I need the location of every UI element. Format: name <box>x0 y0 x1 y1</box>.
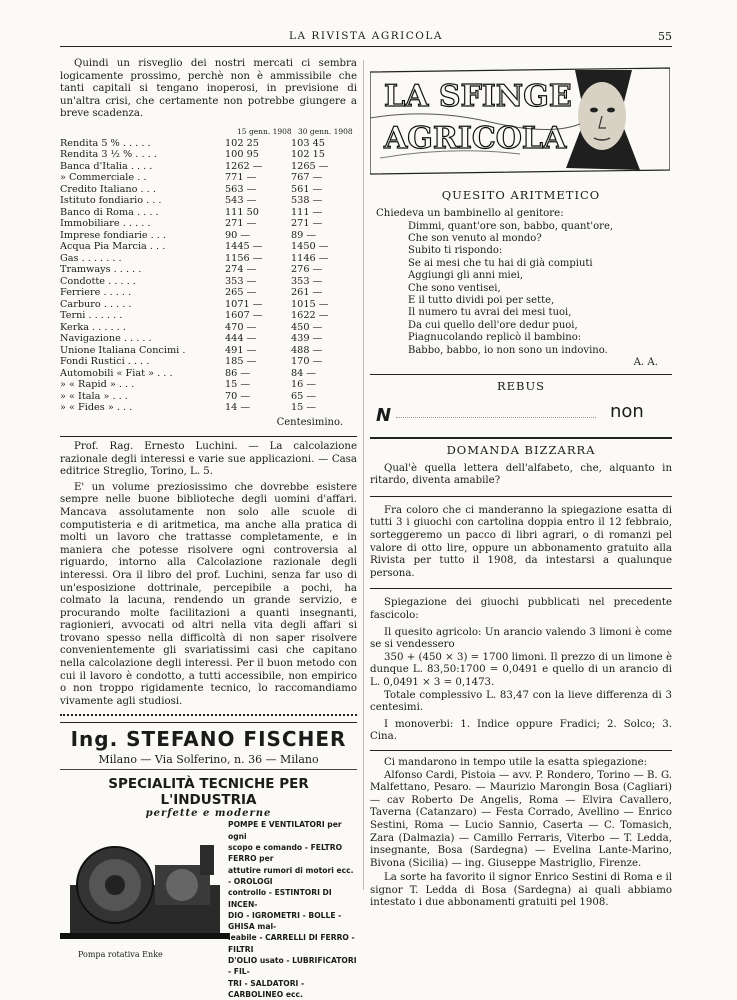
quote-30-jan: 103 45 <box>291 137 325 149</box>
quote-name: Unione Italiana Concimi . <box>60 344 186 356</box>
quote-30-jan: 102 15 <box>291 149 325 161</box>
quote-30-jan: 1622 — <box>291 310 329 322</box>
quote-30-jan: 1146 — <box>291 252 329 264</box>
review-citation: Prof. Rag. Ernesto Luchini. — La calcolazione razionale degli interessi e varie sue applicazioni. — Casa editrice Streglio, Torino, L. 5. <box>60 440 357 478</box>
ad-caption: Pompa rotativa Enke <box>78 950 163 960</box>
rebus-letter: N <box>376 404 392 426</box>
page-number: 55 <box>658 30 672 43</box>
quote-row <box>60 356 357 368</box>
quote-30-jan: 16 — <box>291 379 317 391</box>
domanda-title: DOMANDA BIZZARRA <box>446 442 596 457</box>
ad-company-name: Ing. STEFANO FISCHER <box>70 727 347 752</box>
poem-line: Aggiungi gli anni miei, <box>408 270 524 282</box>
quote-name: Condotte . . . . . <box>60 275 136 287</box>
quote-15-jan: 100 95 <box>225 149 259 161</box>
quesito-title: QUESITO ARITMETICO <box>441 188 601 202</box>
quote-15-jan: 185 — <box>225 356 257 368</box>
quote-15-jan: 1607 — <box>225 310 263 322</box>
quotes-table-rows <box>60 138 357 414</box>
quote-row <box>60 368 357 380</box>
quote-row <box>60 149 357 161</box>
rule-5 <box>370 750 672 751</box>
right-column <box>370 58 672 910</box>
quote-30-jan: 65 — <box>291 390 317 402</box>
quote-15-jan: 1445 — <box>225 241 263 253</box>
rule-4 <box>370 588 672 589</box>
quote-name: Kerka . . . . . . <box>60 321 126 333</box>
rotary-pump-icon <box>60 825 230 945</box>
quote-15-jan: 444 — <box>225 333 257 345</box>
quote-15-jan: 353 — <box>225 275 257 287</box>
quote-15-jan: 274 — <box>225 264 257 276</box>
ad-specialty: SPECIALITÀ TECNICHE PER L'INDUSTRIA <box>108 776 309 809</box>
ad-product-line: TRI - SALDATORI - CARBOLINEO ecc. <box>228 978 305 999</box>
quote-name: Ferriere . . . . . <box>60 287 132 299</box>
quesito-intro: Chiedeva un bambinello al genitore: <box>376 208 564 219</box>
quote-name: Navigazione . . . . . <box>60 333 152 345</box>
column-divider <box>363 60 364 890</box>
quote-30-jan: 261 — <box>291 287 323 299</box>
quote-30-jan: 561 — <box>291 183 323 195</box>
quote-15-jan: 543 — <box>225 195 257 207</box>
section-rule <box>60 436 357 437</box>
fischer-advert <box>60 727 357 999</box>
ad-subtitle: perfette e moderne <box>145 808 272 820</box>
quote-row <box>60 195 357 207</box>
rule-2 <box>370 437 672 439</box>
quote-15-jan: 70 — <box>225 390 251 402</box>
poem-line: Che son venuto al mondo? <box>408 233 542 244</box>
ad-product-line: scopo e comando - FELTRO FERRO per <box>228 843 343 864</box>
quote-row <box>60 402 357 414</box>
quote-row <box>60 230 357 242</box>
rule-1 <box>370 374 672 375</box>
quote-name: Istituto fondiario . . . <box>60 195 162 207</box>
quote-30-jan: 15 — <box>291 402 317 414</box>
quote-row <box>60 161 357 173</box>
review-body: E' un volume preziosissimo che dovrebbe esistere sempre nelle buone biblioteche degli uomini d'affari. Mancava assolutamente non solo alle scuole di computisteria e di aritmetica, ma anche alla pratica di molti un lavoro che trattasse completamente, e in maniera che potesse risolvere ogni controversia al riguardo, intorno alla Calcolazione razionale degli interessi. Ora il libro del prof. Luchini, senza far uso di un'esposizione dottrinale, percepibile a pochi, ha colmato la lacuna, rendendo un grande servizio, e procurando molte facilitazioni a quanti insegnanti, ragionieri, avvocati od altri nella vita degli affari si trovano spesso nella difficoltà di non saper risolvere convenientemente gli svariatissimi casi che capitano nella calcolazione degli interessi. Per il buon metodo con cui il lavoro è condotto, a tutti accessibile, non empirico o non troppo rigidamente tecnico, lo raccomandiamo vivamente agli studiosi. <box>60 481 357 707</box>
ad-product-line: controllo - ESTINTORI DI INCEN- <box>228 888 332 909</box>
poem-line: Dimmi, quant'ore son, babbo, quant'ore, <box>408 220 614 232</box>
quote-30-jan: 276 — <box>291 264 323 276</box>
sphinx-head-icon <box>370 58 670 176</box>
quote-row <box>60 379 357 391</box>
quote-name: Rendita 3 ½ % . . . . <box>60 149 157 161</box>
quote-30-jan: 1015 — <box>291 298 329 310</box>
poem-line: Subito ti rispondo: <box>408 245 503 257</box>
quote-name: Acqua Pia Marcia . . . <box>60 241 166 253</box>
quote-30-jan: 84 — <box>291 367 317 379</box>
quote-15-jan: 1071 — <box>225 298 263 310</box>
quote-row <box>60 241 357 253</box>
domanda-text: Qual'è quella lettera dell'alfabeto, che, alquanto in ritardo, diventa amabile? <box>370 462 672 487</box>
ad-product-line: attutire rumori di motori ecc. - OROLOGI <box>228 865 354 886</box>
quote-15-jan: 265 — <box>225 287 257 299</box>
quotes-table-header <box>60 127 357 136</box>
quote-15-jan: 271 — <box>225 218 257 230</box>
rebus <box>370 399 672 431</box>
quote-15-jan: 771 — <box>225 172 257 184</box>
signature: Centesimino. <box>276 416 343 428</box>
spiegazione-1: Il quesito agricolo: Un arancio valendo 3 limoni è come se si vendessero <box>370 626 672 651</box>
poem-line: Da cui quello dell'ore dedur puoi, <box>408 319 578 331</box>
quote-name: Carburo . . . . . <box>60 298 132 310</box>
quote-30-jan: 488 — <box>291 344 323 356</box>
quote-name: Automobili « Fiat » . . . <box>60 367 173 379</box>
quote-row <box>60 184 357 196</box>
ad-product-line: D'OLIO usato - LUBRIFICATORI - FIL- <box>228 956 357 977</box>
ad-product-line: leabile - CARRELLI DI FERRO - FILTRI <box>228 933 355 954</box>
quote-15-jan: 1156 — <box>225 252 263 264</box>
poem-line: Babbo, babbo, io non sono un indovino. <box>408 344 608 356</box>
journal-title: LA RIVISTA AGRICOLA <box>289 30 443 42</box>
quote-name: Tramways . . . . . <box>60 264 142 276</box>
spiegazione-intro: Spiegazione dei giuochi pubblicati nel precedente fascicolo: <box>370 597 672 621</box>
ad-product-line: POMPE E VENTILATORI per ogni <box>228 820 342 841</box>
quote-30-jan: 170 — <box>291 356 323 368</box>
quote-30-jan: 538 — <box>291 195 323 207</box>
quote-15-jan: 111 50 <box>225 206 259 218</box>
quote-row <box>60 310 357 322</box>
quote-15-jan: 1262 — <box>225 160 263 172</box>
quote-15-jan: 15 — <box>225 379 251 391</box>
col-header-1: 15 genn. 1908 <box>237 126 292 136</box>
ad-rule <box>60 769 357 770</box>
quote-15-jan: 90 — <box>225 229 251 241</box>
poem-line: Piagnucolando replicò il bambino: <box>408 332 582 344</box>
quote-row <box>60 322 357 334</box>
quote-15-jan: 102 25 <box>225 137 259 149</box>
poem <box>370 221 672 357</box>
quote-name: » « Rapid » . . . <box>60 379 135 391</box>
quote-30-jan: 271 — <box>291 218 323 230</box>
rebus-word: non <box>610 400 644 422</box>
quote-30-jan: 767 — <box>291 172 323 184</box>
quote-30-jan: 450 — <box>291 321 323 333</box>
quote-row <box>60 391 357 403</box>
quote-15-jan: 14 — <box>225 402 251 414</box>
ad-top-rule <box>60 714 357 723</box>
quote-name: Immobiliare . . . . . <box>60 218 151 230</box>
quote-30-jan: 1265 — <box>291 160 329 172</box>
spiegazione-3: Totale complessivo L. 83,47 con la lieve differenza di 3 centesimi. <box>370 689 672 714</box>
quote-row <box>60 287 357 299</box>
quote-name: Credito Italiano . . . <box>60 183 156 195</box>
quote-15-jan: 470 — <box>225 321 257 333</box>
quote-15-jan: 491 — <box>225 344 257 356</box>
quote-row <box>60 299 357 311</box>
quote-30-jan: 439 — <box>291 333 323 345</box>
quote-row <box>60 218 357 230</box>
quote-15-jan: 563 — <box>225 183 257 195</box>
quote-name: Gas . . . . . . . <box>60 252 122 264</box>
quote-row <box>60 345 357 357</box>
col-header-2: 30 genn. 1908 <box>297 126 353 136</box>
quote-name: Banco di Roma . . . . <box>60 206 159 218</box>
quote-15-jan: 86 — <box>225 367 251 379</box>
quote-name: » « Itala » . . . <box>60 390 128 402</box>
poem-line: E il tutto dividi poi per sette, <box>408 295 555 307</box>
ad-address: Milano — Via Solferino, n. 36 — Milano <box>98 753 319 767</box>
quesito-signature: A. A. <box>633 357 658 369</box>
ad-product-line: DIO - IGROMETRI - BOLLE - GHISA mal- <box>228 910 342 932</box>
poem-line: Se ai mesi che tu hai di già compiuti <box>408 257 593 269</box>
rule-3 <box>370 496 672 497</box>
quote-row <box>60 138 357 150</box>
quotes-table <box>60 127 357 428</box>
quote-row <box>60 333 357 345</box>
banner-text-1: LA SFINGE <box>384 79 572 114</box>
solutori-list: Alfonso Cardi, Pistoia — avv. P. Rondero, Torino — B. G. Malfettano, Pesaro. — Maurizio Marongin Bosa (Cagliari) — cav Roberto De Angelis, Roma — Elvira Cavallero, Taverna (Catanzaro) — Festa Corrado, Avellino — Enrico Sestini, Roma — Lucio Sannio, Caserta — C. Tomasich, Zara (Dalmazia) — Camillo Ferraris, Viterbo — T. Ledda, insegnante, Bosa (Sardegna) — Evelina Lante-Marino, Bivona (Sicilia) — ing. Giuseppe Mastriglio, Firenze. <box>370 769 672 869</box>
quote-name: » « Fides » . . . <box>60 402 133 414</box>
quote-30-jan: 89 — <box>291 229 317 241</box>
quote-30-jan: 1450 — <box>291 241 329 253</box>
quote-row <box>60 172 357 184</box>
quote-name: Banca d'Italia . . . . <box>60 160 153 172</box>
spiegazione-4: I monoverbi: 1. Indice oppure Fradici; 2. Solco; 3. Cina. <box>370 718 672 743</box>
solutori-intro: Ci mandarono in tempo utile la esatta spiegazione: <box>384 756 648 768</box>
premio-text: Fra coloro che ci manderanno la spiegazione esatta di tutti 3 i giuochi con cartolina doppia entro il 12 febbraio, sorteggeremo un pacco di libri agrari, o di romanzi pel valore di otto lire, oppure un abbonamento gratuito alla Rivista per tutto il 1908, da intestarsi a qualunque persona. <box>370 504 672 579</box>
ad-product-list <box>228 819 358 1000</box>
running-header <box>60 30 672 47</box>
quote-row <box>60 207 357 219</box>
quote-30-jan: 111 — <box>291 206 323 218</box>
quote-row <box>60 276 357 288</box>
quote-name: Imprese fondiarie . . . <box>60 229 167 241</box>
banner-text-2: AGRICOLA <box>384 121 567 156</box>
left-column <box>60 58 357 999</box>
poem-line: Il numero tu avrai dei mesi tuoi, <box>408 307 572 319</box>
quote-name: Rendita 5 % . . . . . <box>60 137 151 149</box>
quote-30-jan: 353 — <box>291 275 323 287</box>
quote-name: Terni . . . . . . <box>60 310 123 322</box>
quote-row <box>60 253 357 265</box>
sorte-text: La sorte ha favorito il signor Enrico Sestini di Roma e il signor T. Ledda di Bosa (Sardegna) ai quali abbiamo intestato i due abbonamenti gratuiti pel 1908. <box>370 872 672 909</box>
sfinge-banner <box>370 58 670 178</box>
quote-row <box>60 264 357 276</box>
spiegazione-2: 350 + (450 × 3) = 1700 limoni. Il prezzo di un limone è dunque L. 83,50:1700 = 0,0491 e quello di un arancio di L. 0,0491 × 3 = 0,1473. <box>370 651 672 688</box>
rebus-dots <box>396 417 596 418</box>
quote-name: Fondi Rustici . . . . <box>60 356 150 368</box>
poem-line: Che sono ventisei, <box>408 282 501 294</box>
rebus-title: REBUS <box>496 378 546 393</box>
quote-name: » Commerciale . . <box>60 172 147 184</box>
market-intro: Quindi un risveglio dei nostri mercati ci sembra logicamente prossimo, perchè non è ammissibile che tanti capitali si tengano inoperosi, in previsione di un'altra crisi, che certamente non potrebbe giungere a breve scadenza. <box>60 58 357 120</box>
